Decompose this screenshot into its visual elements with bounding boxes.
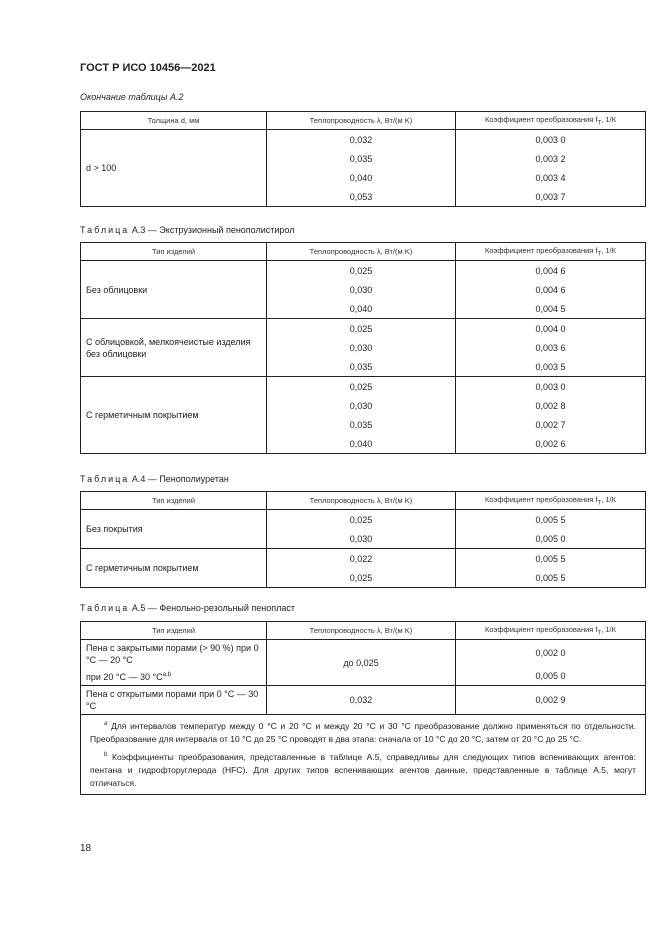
cell-coef: 0,005 5 xyxy=(456,510,646,530)
cell-coef: 0,004 6 xyxy=(456,261,646,281)
cell-value: 0,030 xyxy=(267,338,456,357)
cell-coef: 0,003 0 xyxy=(456,377,646,397)
document-header: ГОСТ Р ИСО 10456—2021 xyxy=(80,62,216,74)
cell-value: 0,030 xyxy=(267,529,456,549)
cell-coef: 0,002 6 xyxy=(456,434,646,454)
cell-value: 0,040 xyxy=(267,168,456,187)
table-a2-caption: Окончание таблицы А.2 xyxy=(80,92,184,102)
col-conductivity: Теплопроводность λ, Вт/(м K) xyxy=(267,492,456,510)
cell-coef: 0,005 5 xyxy=(456,549,646,569)
cell-coef: 0,005 0 xyxy=(456,666,646,686)
col-coefficient: Коэффициент преобразования $f_T$, 1/К xyxy=(456,243,646,261)
page-number: 18 xyxy=(80,843,92,854)
col-coefficient: Коэффициент преобразования $f_T$, 1/К xyxy=(456,622,646,640)
cell-value: 0,035 xyxy=(267,415,456,434)
footnote-b: $^b$ Коэффициенты преобразования, представленные в таблице А.5, справедливы для следующих типов вспенивающих агентов: пентана и гидрофторуглерода (HFC). Для других типов вспенивающих агентов данные, представленные в таблице А.5, могут отличаться. xyxy=(90,751,636,788)
cell-coef: 0,004 6 xyxy=(456,280,646,299)
cell-coef: 0,002 0 xyxy=(456,640,646,667)
table-row xyxy=(81,130,646,150)
cell-value: 0,025 xyxy=(267,510,456,530)
cell-coef: 0,003 5 xyxy=(456,357,646,377)
col-conductivity: Теплопроводность λ, Вт/(м K) xyxy=(267,243,456,261)
row-label: d > 100 xyxy=(81,130,267,207)
cell-coef: 0,003 7 xyxy=(456,187,646,207)
col-thickness: Толщина d, мм xyxy=(81,112,267,130)
cell-coef: 0,005 0 xyxy=(456,529,646,549)
cell-value: 0,035 xyxy=(267,357,456,377)
cell-value: 0,032 xyxy=(267,686,456,715)
cell-value: 0,025 xyxy=(267,377,456,397)
cell-value: 0,030 xyxy=(267,280,456,299)
table-a2 xyxy=(80,111,646,207)
cell-value: 0,040 xyxy=(267,434,456,454)
cell-coef: 0,003 4 xyxy=(456,168,646,187)
cell-coef: 0,002 7 xyxy=(456,415,646,434)
cell-coef: 0,002 8 xyxy=(456,396,646,415)
table-row xyxy=(81,510,646,530)
cell-value: 0,025 xyxy=(267,319,456,339)
col-coefficient: Коэффициент преобразования $f_T$, 1/К xyxy=(456,112,646,130)
table-row xyxy=(81,319,646,339)
table-a4-caption: Таблица А.4 — Пенополиуретан xyxy=(80,474,229,484)
footnote-a: $^a$ Для интервалов температур между 0 °С и 20 °С и между 20 °С и 30 °С преобразование должно применяться по отдельности. Преобразование для интервала от 10 °С до 25 °С проводят в два этапа: сначала от 10 °С до 20 °С, затем от 20 °С до 25 °С. xyxy=(90,720,636,744)
cell-value: 0,022 xyxy=(267,549,456,569)
col-conductivity: Теплопроводность λ, Вт/(м K) xyxy=(267,622,456,640)
row-label: Без облицовки xyxy=(81,261,267,319)
row-label-sub: при 20 °С — 30 $^\circ С^{a,b}$ xyxy=(81,666,267,686)
cell-coef: 0,004 5 xyxy=(456,299,646,319)
row-label: Пена с закрытыми порами (> 90 %) при 0 °С — 20 °С xyxy=(81,640,267,667)
cell-coef: 0,003 2 xyxy=(456,149,646,168)
row-label: С герметичным покрытием xyxy=(81,549,267,588)
table-a5-caption: Таблица А.5 — Фенольно-резольный пенопласт xyxy=(80,603,296,613)
col-product-type: Тип изделий xyxy=(81,622,267,640)
table-row xyxy=(81,377,646,397)
col-coefficient: Коэффициент преобразования $f_T$, 1/К xyxy=(456,492,646,510)
col-product-type: Тип изделий xyxy=(81,492,267,510)
col-conductivity: Теплопроводность λ, Вт/(м K) xyxy=(267,112,456,130)
cell-coef: 0,002 9 xyxy=(456,686,646,715)
cell-coef: 0,003 6 xyxy=(456,338,646,357)
table-notes xyxy=(81,715,646,795)
col-product-type: Тип изделий xyxy=(81,243,267,261)
cell-coef: 0,003 0 xyxy=(456,130,646,150)
table-a3 xyxy=(80,242,646,454)
row-label: С облицовкой, мелкоячеистые изделия без облицовки xyxy=(81,319,267,377)
table-a4 xyxy=(80,491,646,588)
row-label: Без покрытия xyxy=(81,510,267,549)
cell-value: 0,035 xyxy=(267,149,456,168)
table-a5 xyxy=(80,621,646,795)
table-a3-caption: Таблица А.3 — Экструзионный пенополистирол xyxy=(80,225,295,235)
cell-value: 0,040 xyxy=(267,299,456,319)
table-row xyxy=(81,686,646,715)
cell-value: 0,025 xyxy=(267,568,456,588)
table-row xyxy=(81,640,646,667)
cell-value: 0,053 xyxy=(267,187,456,207)
row-label: С герметичным покрытием xyxy=(81,377,267,454)
table-row xyxy=(81,549,646,569)
row-label: Пена с открытыми порами при 0 °С — 30 °С xyxy=(81,686,267,715)
cell-value: 0,032 xyxy=(267,130,456,150)
cell-coef: 0,005 5 xyxy=(456,568,646,588)
table-row xyxy=(81,261,646,281)
cell-value: 0,030 xyxy=(267,396,456,415)
cell-value: до 0,025 xyxy=(267,640,456,686)
cell-coef: 0,004 0 xyxy=(456,319,646,339)
cell-value: 0,025 xyxy=(267,261,456,281)
